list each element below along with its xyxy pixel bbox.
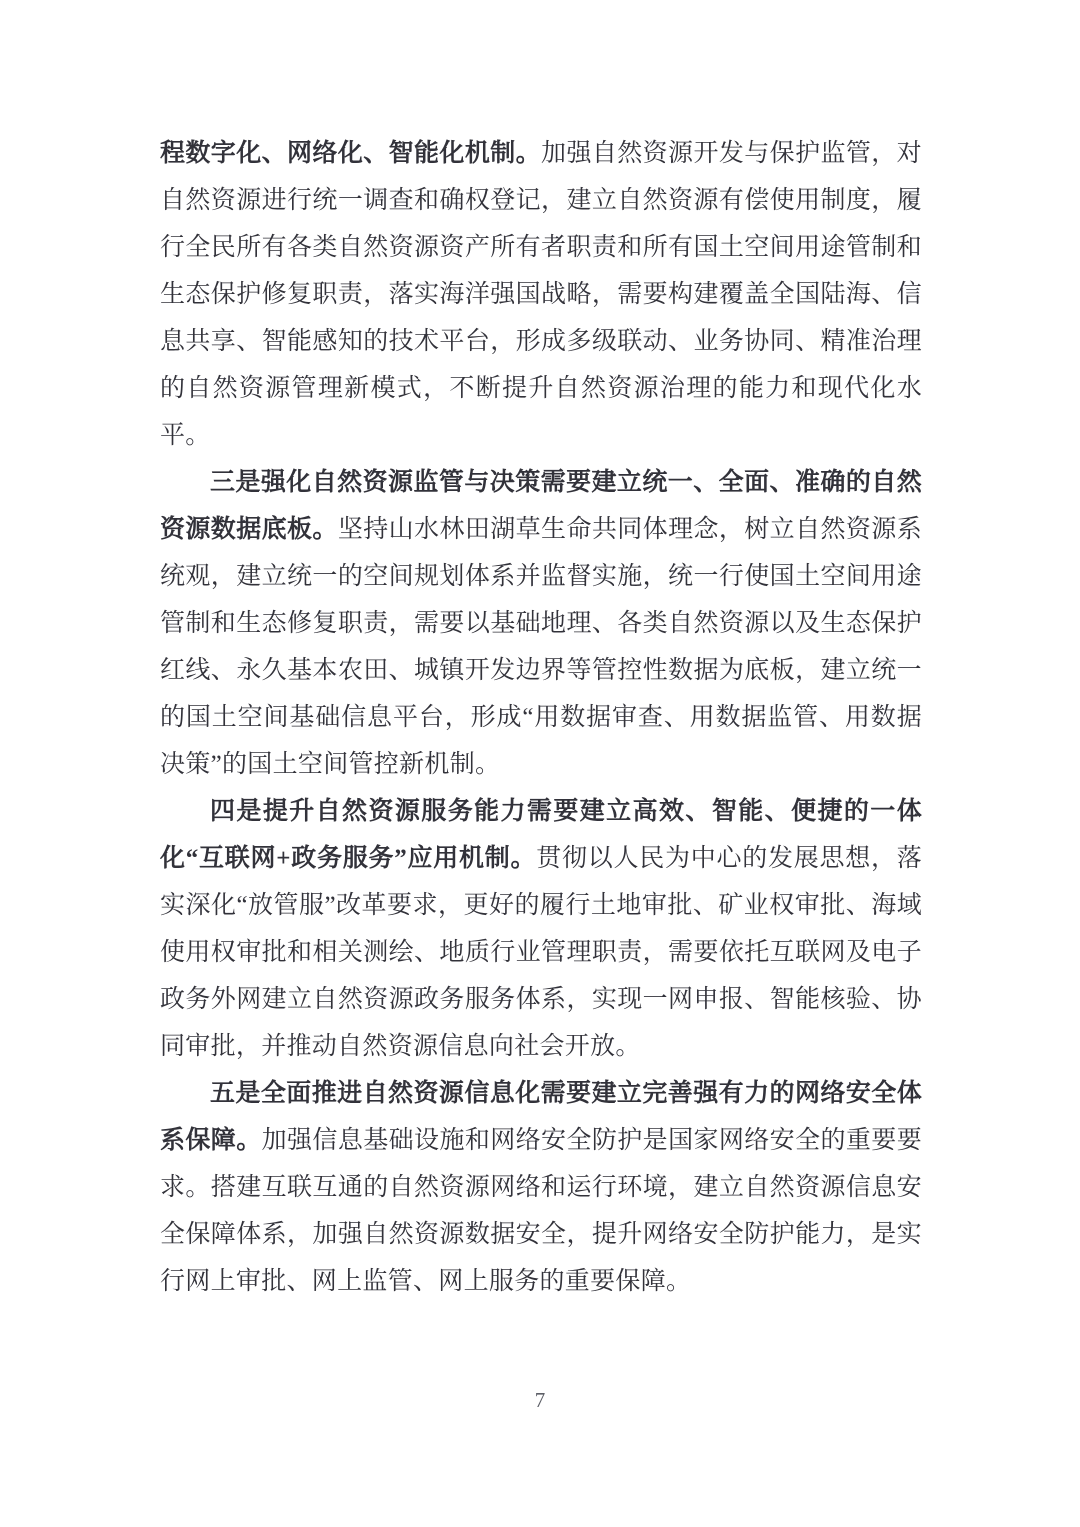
paragraph-lead-bold: 五是全面推进自然资源信息化需要建立完善强有力的网络安全体系保障。	[160, 1080, 922, 1154]
paragraph-lead-bold: 三是强化自然资源监管与决策需要建立统一、全面、准确的自然资源数据底板。	[160, 469, 922, 543]
page-footer	[0, 1388, 1080, 1413]
paragraph	[160, 788, 922, 1070]
paragraph-text: 坚持山水林田湖草生命共同体理念，树立自然资源系统观，建立统一的空间规划体系并监督实施，统一行使国土空间用途管制和生态修复职责，需要以基础地理、各类自然资源以及生态保护红线、永久基本农田、城镇开发边界等管控性数据为底板，建立统一的国土空间基础信息平台，形成“用数据审查、用数据监管、用数据决策”的国土空间管控新机制。	[160, 516, 922, 778]
paragraph-lead-bold: 程数字化、网络化、智能化机制。	[160, 140, 542, 167]
paragraph	[160, 130, 922, 459]
paragraph	[160, 1070, 922, 1305]
page-number: 7	[534, 1388, 546, 1412]
paragraph-text: 加强信息基础设施和网络安全防护是国家网络安全的重要要求。搭建互联互通的自然资源网络和运行环境，建立自然资源信息安全保障体系，加强自然资源数据安全，提升网络安全防护能力，是实行网上审批、网上监管、网上服务的重要保障。	[160, 1127, 922, 1295]
paragraph	[160, 459, 922, 788]
paragraph-lead-bold: 四是提升自然资源服务能力需要建立高效、智能、便捷的一体化“互联网+政务服务”应用机制。	[160, 798, 922, 872]
paragraph-text: 加强自然资源开发与保护监管，对自然资源进行统一调查和确权登记，建立自然资源有偿使用制度，履行全民所有各类自然资源资产所有者职责和所有国土空间用途管制和生态保护修复职责，落实海洋强国战略，需要构建覆盖全国陆海、信息共享、智能感知的技术平台，形成多级联动、业务协同、精准治理的自然资源管理新模式，不断提升自然资源治理的能力和现代化水平。	[160, 140, 922, 449]
paragraph-text: 贯彻以人民为中心的发展思想，落实深化“放管服”改革要求，更好的履行土地审批、矿业权审批、海域使用权审批和相关测绘、地质行业管理职责，需要依托互联网及电子政务外网建立自然资源政务服务体系，实现一网申报、智能核验、协同审批，并推动自然资源信息向社会开放。	[160, 845, 922, 1060]
document-body	[160, 130, 922, 1305]
